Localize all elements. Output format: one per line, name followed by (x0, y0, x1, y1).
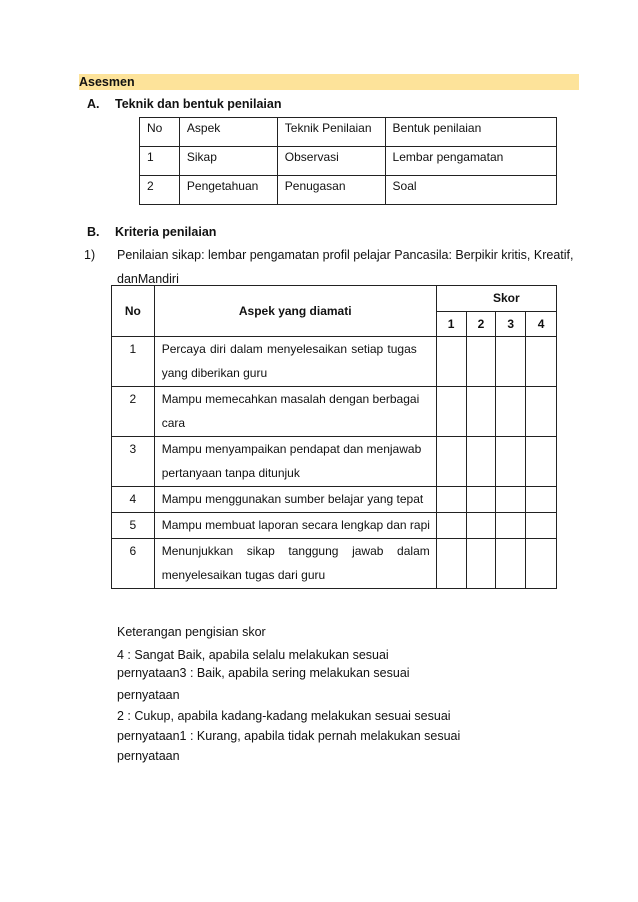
score-cell[interactable] (436, 337, 466, 387)
cell-no: 1 (112, 337, 155, 387)
score-3: 3 (496, 312, 526, 337)
aspect-line1: Menunjukkan sikap tanggung jawab dalam (161, 544, 430, 558)
item-1-number: 1) (84, 248, 96, 262)
score-cell[interactable] (466, 387, 496, 437)
table-row (112, 513, 557, 539)
score-cell[interactable] (496, 487, 526, 513)
aspect-line1: Mampu memecahkan masalah dengan berbagai (161, 392, 420, 406)
score-cell[interactable] (496, 437, 526, 487)
score-cell[interactable] (496, 337, 526, 387)
header-no: No (112, 286, 155, 337)
aspect-line2: cara (161, 416, 186, 430)
score-cell[interactable] (526, 387, 557, 437)
cell-no: 2 (140, 176, 180, 205)
table-row (112, 539, 557, 589)
score-cell[interactable] (466, 513, 496, 539)
legend-line: 2 : Cukup, apabila kadang-kadang melakukan sesuai sesuai (117, 709, 451, 723)
score-cell[interactable] (466, 539, 496, 589)
cell-bentuk: Lembar pengamatan (385, 147, 556, 176)
table-row (140, 147, 557, 176)
cell-teknik: Penugasan (277, 176, 385, 205)
attitude-observation-table (111, 285, 557, 589)
header-aspek: Aspek (179, 118, 277, 147)
cell-aspek (154, 539, 436, 589)
cell-no: 4 (112, 487, 155, 513)
section-a-label: A. (87, 97, 100, 111)
score-cell[interactable] (466, 337, 496, 387)
score-2: 2 (466, 312, 496, 337)
score-cell[interactable] (526, 539, 557, 589)
cell-aspek: Pengetahuan (179, 176, 277, 205)
cell-no: 2 (112, 387, 155, 437)
score-cell[interactable] (526, 437, 557, 487)
score-cell[interactable] (496, 539, 526, 589)
cell-aspek (154, 487, 436, 513)
aspect-line1: Percaya diri dalam menyelesaikan setiap tugas (161, 342, 417, 356)
header-teknik: Teknik Penilaian (277, 118, 385, 147)
legend-line: 4 : Sangat Baik, apabila selalu melakukan sesuai (117, 648, 389, 662)
table-row (112, 437, 557, 487)
legend-line: pernyataan (117, 688, 180, 702)
score-cell[interactable] (496, 387, 526, 437)
score-cell[interactable] (496, 513, 526, 539)
aspect-line2: menyelesaikan tugas dari guru (161, 568, 326, 582)
score-cell[interactable] (526, 513, 557, 539)
aspect-line1: Mampu menggunakan sumber belajar yang tepat (161, 492, 424, 506)
cell-no: 6 (112, 539, 155, 589)
section-b-title (81, 225, 216, 239)
item-1-line1: Penilaian sikap: lembar pengamatan profil pelajar Pancasila: Berpikir kritis, Kreatif, (117, 248, 574, 262)
section-a-title (81, 97, 281, 111)
cell-aspek (154, 513, 436, 539)
header-aspek: Aspek yang diamati (154, 286, 436, 337)
aspect-line1: Mampu membuat laporan secara lengkap dan rapi (161, 518, 430, 532)
table-row (112, 487, 557, 513)
aspect-line2: pertanyaan tanpa ditunjuk (161, 466, 300, 480)
table-row (112, 337, 557, 387)
score-1: 1 (436, 312, 466, 337)
header-bentuk: Bentuk penilaian (385, 118, 556, 147)
assessment-technique-table (139, 117, 557, 205)
section-heading-asesmen: Asesmen (79, 74, 579, 90)
legend-title: Keterangan pengisian skor (117, 625, 266, 639)
legend-line: pernyataan3 : Baik, apabila sering melakukan sesuai (117, 666, 410, 680)
header-skor: Skor (436, 286, 556, 312)
cell-bentuk: Soal (385, 176, 556, 205)
cell-aspek (154, 437, 436, 487)
section-a-text: Teknik dan bentuk penilaian (115, 97, 282, 111)
section-b-label: B. (87, 225, 100, 239)
legend-line: pernyataan1 : Kurang, apabila tidak pernah melakukan sesuai (117, 729, 461, 743)
cell-teknik: Observasi (277, 147, 385, 176)
aspect-line1: Mampu menyampaikan pendapat dan menjawab (161, 442, 422, 456)
score-cell[interactable] (436, 487, 466, 513)
score-cell[interactable] (436, 437, 466, 487)
score-cell[interactable] (436, 387, 466, 437)
header-no: No (140, 118, 180, 147)
legend-line: pernyataan (117, 749, 180, 763)
score-cell[interactable] (436, 513, 466, 539)
score-cell[interactable] (466, 487, 496, 513)
table-row (112, 387, 557, 437)
score-4: 4 (526, 312, 557, 337)
item-1-line2: danMandiri (117, 272, 179, 286)
cell-no: 5 (112, 513, 155, 539)
table-header-row (140, 118, 557, 147)
score-cell[interactable] (466, 437, 496, 487)
cell-aspek (154, 387, 436, 437)
aspect-line2: yang diberikan guru (161, 366, 268, 380)
cell-no: 3 (112, 437, 155, 487)
cell-no: 1 (140, 147, 180, 176)
score-cell[interactable] (526, 337, 557, 387)
cell-aspek: Sikap (179, 147, 277, 176)
score-cell[interactable] (526, 487, 557, 513)
section-b-text: Kriteria penilaian (115, 225, 217, 239)
table-header-row (112, 286, 557, 312)
table-row (140, 176, 557, 205)
score-cell[interactable] (436, 539, 466, 589)
cell-aspek (154, 337, 436, 387)
